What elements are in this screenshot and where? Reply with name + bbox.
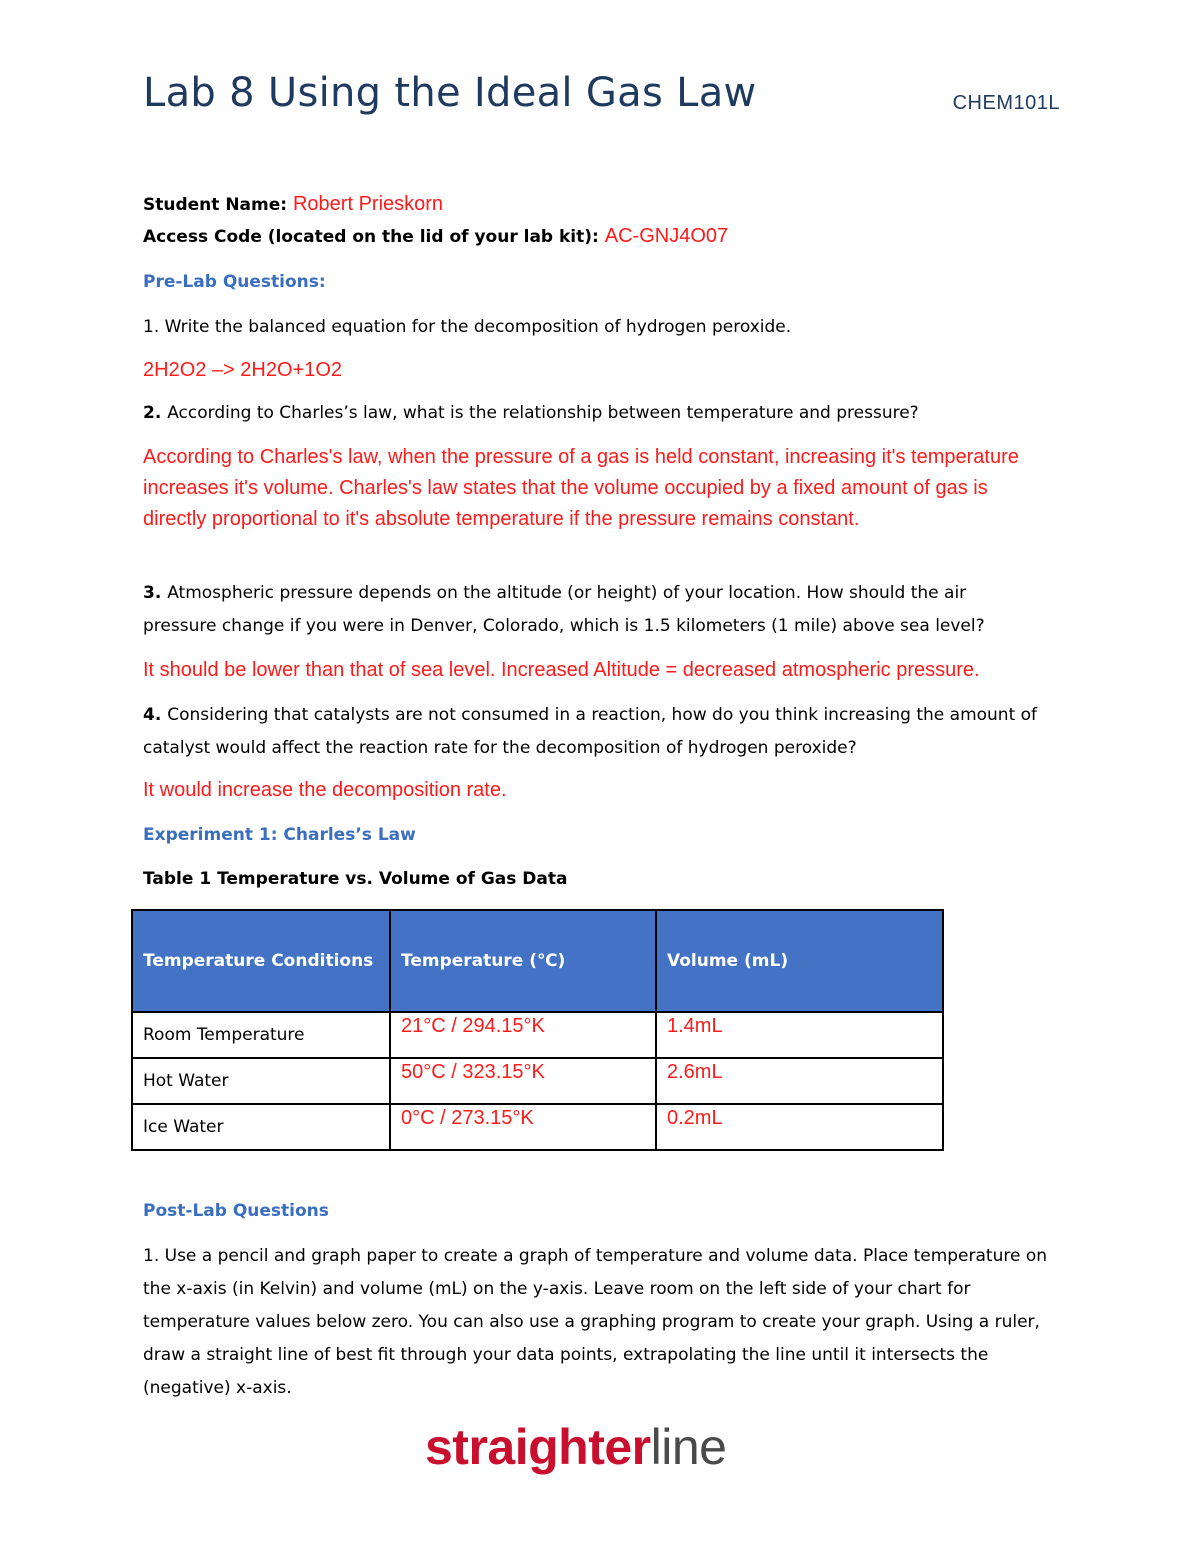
access-code-label: Access Code (located on the lid of your lab kit): — [143, 227, 605, 247]
prelab-question-1 — [143, 311, 791, 344]
table-header-row — [132, 910, 943, 1012]
question-text: Considering that catalysts are not consumed in a reaction, how do you think increasing the amount of catalyst would affect the reaction rate for the decomposition of hydrogen peroxide? — [143, 705, 1038, 758]
student-name-value: Robert Prieskorn — [292, 193, 444, 215]
prelab-question-4 — [143, 699, 1078, 765]
table-row — [132, 1104, 943, 1150]
logo-bold-text: straighter — [425, 1419, 651, 1475]
straighterline-logo — [425, 1418, 726, 1476]
prelab-answer-2: According to Charles's law, when the pressure of a gas is held constant, increasing it's temperature increases it's volume. Charles's law states that the volume occupied by a fixed amount of gas is directly proportional to it's absolute temperature if the pressure remains constant. — [143, 446, 1019, 530]
volume-cell: 1.4mL — [656, 1012, 943, 1058]
condition-cell: Hot Water — [132, 1058, 390, 1104]
question-text: Use a pencil and graph paper to create a graph of temperature and volume data. Place temperature on the x-axis (in Kelvin) and volume (mL) on the y-axis. Leave room on the left side of your chart for temperature values below zero. You can also use a graphing program to create your graph. Using a ruler, draw a straight line of best fit through your data points, extrapolating the line until it intersects the (negative) x-axis. — [143, 1246, 1048, 1398]
table-row — [132, 1012, 943, 1058]
prelab-answer-1: 2H2O2 –> 2H2O+1O2 — [143, 359, 343, 381]
postlab-question-1 — [143, 1240, 1068, 1405]
student-name-label: Student Name: — [143, 195, 293, 215]
table-row — [132, 1058, 943, 1104]
temperature-cell: 50°C / 323.15°K — [390, 1058, 656, 1104]
question-number: 2. — [143, 403, 168, 423]
column-header-temperature: Temperature (℃) — [390, 910, 656, 1012]
question-text: Atmospheric pressure depends on the altitude (or height) of your location. How should the air pressure change if you were in Denver, Colorado, which is 1.5 kilometers (1 mile) above sea level? — [143, 583, 985, 636]
prelab-answer-4: It would increase the decomposition rate. — [143, 779, 507, 801]
access-code-value: AC-GNJ4O07 — [604, 225, 729, 247]
question-number: 1. — [143, 1246, 165, 1266]
postlab-heading: Post-Lab Questions — [143, 1201, 329, 1221]
prelab-heading: Pre-Lab Questions: — [143, 272, 326, 292]
temperature-volume-table — [131, 909, 944, 1151]
prelab-question-2 — [143, 397, 919, 430]
table-caption: Table 1 Temperature vs. Volume of Gas Data — [143, 869, 568, 889]
volume-cell: 2.6mL — [656, 1058, 943, 1104]
course-code: CHEM101L — [952, 92, 1060, 114]
access-code-line — [143, 220, 728, 254]
condition-cell: Room Temperature — [132, 1012, 390, 1058]
document-title: Lab 8 Using the Ideal Gas Law — [143, 70, 757, 116]
temperature-cell: 21°C / 294.15°K — [390, 1012, 656, 1058]
volume-cell: 0.2mL — [656, 1104, 943, 1150]
question-text: Write the balanced equation for the decomposition of hydrogen peroxide. — [164, 317, 792, 337]
experiment-heading: Experiment 1: Charles’s Law — [143, 825, 416, 845]
question-number: 3. — [143, 583, 168, 603]
column-header-conditions: Temperature Conditions — [132, 910, 390, 1012]
temperature-cell: 0°C / 273.15°K — [390, 1104, 656, 1150]
condition-cell: Ice Water — [132, 1104, 390, 1150]
question-number: 1. — [143, 317, 165, 337]
prelab-question-3 — [143, 577, 1023, 643]
logo-light-text: line — [650, 1419, 727, 1475]
column-header-volume: Volume (mL) — [656, 910, 943, 1012]
prelab-answer-3: It should be lower than that of sea level. Increased Altitude = decreased atmospheric pressure. — [143, 659, 980, 681]
question-text: According to Charles’s law, what is the relationship between temperature and pressure? — [167, 403, 919, 423]
student-name-line — [143, 188, 443, 222]
question-number: 4. — [143, 705, 168, 725]
